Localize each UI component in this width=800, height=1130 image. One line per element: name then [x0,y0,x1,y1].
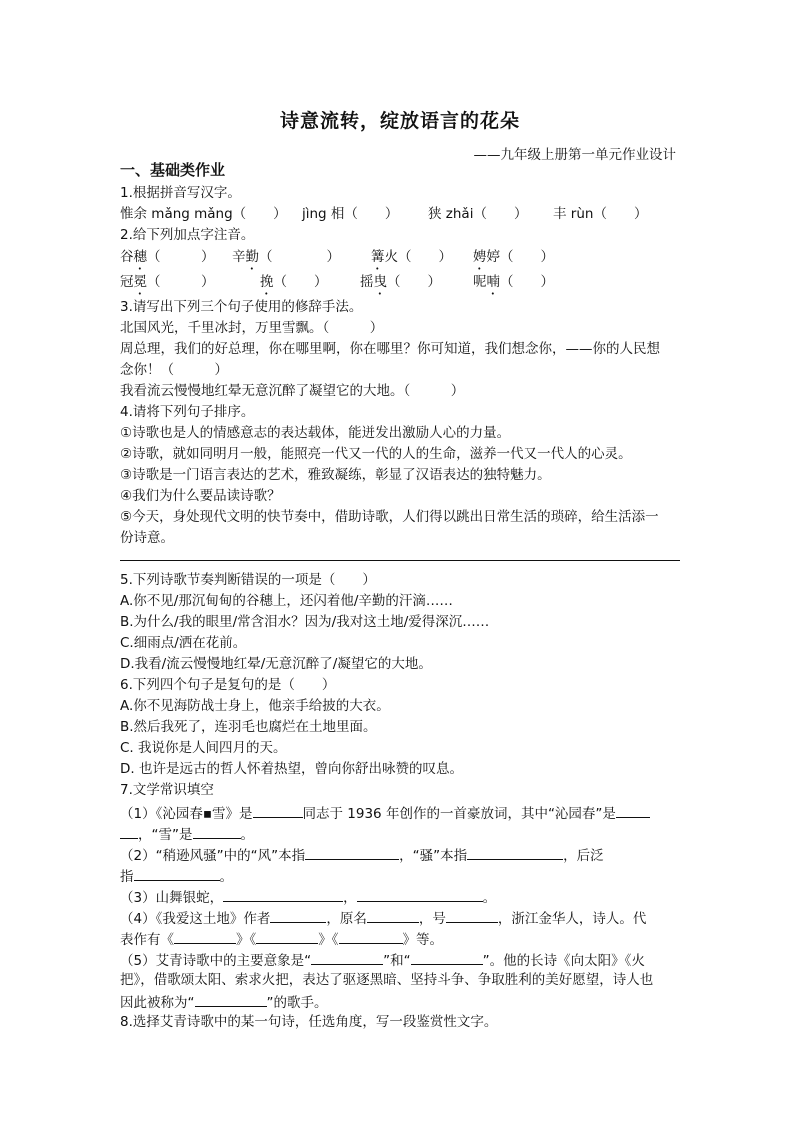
q7-text: ”。他的长诗《向太阳》《火 [482,953,645,969]
fill-blank[interactable] [174,929,236,944]
q7-item-5 [120,950,645,970]
q7-text: 因此被称为“ [120,995,195,1011]
q7-text: 同志于 1936 年创作的一首豪放词，其中“沁园春”是 [302,806,616,822]
q7-text: ，“雪”是 [138,827,193,843]
q4-stem: 4.请将下列句子排序。 [120,404,255,420]
q3-sentence-cont: 念你！（ ） [120,362,228,378]
fill-blank[interactable] [357,887,483,902]
q2-char: 冠 [120,274,134,290]
q7-text: ， [343,890,357,906]
q7-text: （3）山舞银蛇， [120,890,224,906]
q2-char: 谷 [120,249,134,265]
fill-blank[interactable] [120,824,138,839]
q5-option-b: B.为什么/我的眼里/常含泪水？因为/我对这土地/爱得深沉…… [120,614,490,630]
fill-blank[interactable] [223,887,343,902]
q1-item: 丰 rùn（ ） [553,206,648,222]
q7-item-1 [120,803,650,823]
q7-item-3 [120,887,496,907]
q2-dotted-char: 篝 [371,249,385,265]
q7-item-1-cont [120,824,254,844]
q6-option-d: D. 也许是远古的哲人怀着热望，曾向你舒出咏赞的叹息。 [120,761,463,777]
q2-dotted-char: 曳 [373,274,387,290]
q3-sentence: 北国风光，千里冰封，万里雪飘。（ ） [120,320,384,336]
q1-item: 狭 zhǎi（ ） [428,206,528,222]
q3-sentence: 周总理，我们的好总理，你在哪里啊，你在哪里？你可知道，我们想念你，——你的人民想 [120,341,660,357]
q7-text: ”的歌手。 [266,995,328,1011]
q7-text: （1）《沁园春▪雪》是 [120,806,253,822]
q2-stem: 2.给下列加点字注音。 [120,227,255,243]
page-subtitle: ——九年级上册第一单元作业设计 [473,147,676,163]
q3-sentence: 我看流云慢慢地红晕无意沉醉了凝望它的大地。（ ） [120,383,465,399]
q5-option-a: A.你不见/那沉甸甸的谷穗上，还闪着他/辛勤的汗滴…… [120,593,453,609]
q2-blank: 火（ ） [384,249,452,265]
q1-stem: 1.根据拼音写汉字。 [120,185,241,201]
q2-item [473,273,554,298]
q2-item [120,273,215,298]
q2-char: 辛 [232,249,246,265]
q2-blank: （ ） [500,274,554,290]
q6-option-b: B.然后我死了，连羽毛也腐烂在土地里面。 [120,719,377,735]
q6-option-a: A.你不见海防战士身上，他亲手给披的大衣。 [120,698,390,714]
q7-text: ，浙江金华人，诗人。代 [497,911,647,927]
q4-line: ②诗歌，就如同明月一般，能照亮一代又一代的人的生命，滋养一代又一代人的心灵。 [120,446,632,462]
q7-item-5-cont [120,992,328,1012]
q2-char: 呢 [473,274,487,290]
q2-item [371,248,452,273]
q7-item-4-cont [120,929,443,949]
fill-blank[interactable] [367,908,419,923]
q7-text: （4）《我爱这土地》作者 [120,911,271,927]
fill-blank[interactable] [195,992,267,1007]
q1-item: 惟余 mǎng mǎng（ ） [120,206,287,222]
q7-text: ，后泛 [563,848,604,864]
q7-text: ，号 [418,911,446,927]
fill-blank[interactable] [467,845,563,860]
q7-item-2-cont [120,866,233,886]
q5-option-c: C.细雨点/洒在花前。 [120,635,247,651]
q7-text: 指 [120,869,134,885]
fill-blank[interactable] [193,824,241,839]
q7-text: ，“骚”本指 [399,848,468,864]
q5-option-d: D.我看/流云慢慢地红晕/无意沉醉了/凝望它的大地。 [120,656,432,672]
q7-text: 。 [482,890,497,906]
q7-stem: 7.文学常识填空 [120,782,214,798]
q2-blank: 婷（ ） [486,249,554,265]
q2-item [120,248,215,273]
q2-item [360,273,441,298]
q1-item: jìng 相（ ） [302,206,399,222]
q7-text: （5）艾青诗歌中的主要意象是“ [120,953,312,969]
fill-blank[interactable] [446,908,498,923]
fill-blank[interactable] [616,803,650,818]
q7-item-5-cont: 把》，借歌颂太阳、索求火把，表达了驱逐黑暗、坚持斗争、争取胜利的美好愿望，诗人也 [120,972,654,988]
q2-dotted-char: 娉 [473,249,487,265]
q2-blank: （ ） [259,249,340,265]
q2-blank: （ ） [147,249,215,265]
q2-dotted-char: 勤 [245,249,259,265]
q7-text: 》《 [236,932,257,948]
q2-char: 摇 [360,274,374,290]
q7-text: 表作有《 [120,932,174,948]
q7-text: 。 [219,869,233,885]
q4-line: ①诗歌也是人的情感意志的表达载体，能迸发出激励人心的力量。 [120,425,511,441]
divider-line [120,560,680,561]
q4-line: ⑤今天，身处现代文明的快节奏中，借助诗歌，人们得以跳出日常生活的琐碎，给生活添一 [120,509,659,525]
q4-line: ③诗歌是一门语言表达的艺术，雅致凝练，彰显了汉语表达的独特魅力。 [120,467,551,483]
q2-dotted-char: 喃 [486,274,500,290]
q7-text: 》《 [318,932,339,948]
q8-stem: 8.选择艾青诗歌中的某一句诗，任选角度，写一段鉴赏性文字。 [120,1014,498,1030]
q7-text: ，原名 [326,911,367,927]
q7-text: 。 [240,827,254,843]
q4-line: ④我们为什么要品读诗歌？ [120,488,281,504]
q7-item-4 [120,908,646,928]
q4-line-cont: 份诗意。 [120,530,174,546]
q2-blank: （ ） [273,274,328,290]
fill-blank[interactable] [305,845,399,860]
q2-dotted-char: 冕 [133,274,147,290]
q2-blank: （ ） [147,274,215,290]
q7-item-2 [120,845,604,865]
fill-blank[interactable] [339,929,403,944]
fill-blank[interactable] [311,950,383,965]
q7-text: 》等。 [402,932,443,948]
q2-item [232,248,340,273]
q6-stem: 6.下列四个句子是复句的是（ ） [120,677,336,693]
q2-dotted-char: 挽 [260,274,274,290]
q2-item [260,273,328,298]
fill-blank[interactable] [411,950,483,965]
page-title: 诗意流转，绽放语言的花朵 [279,110,520,132]
fill-blank[interactable] [253,803,303,818]
fill-blank[interactable] [256,929,318,944]
q7-text: ”和“ [383,953,411,969]
q6-option-c: C. 我说你是人间四月的天。 [120,740,287,756]
fill-blank[interactable] [270,908,326,923]
q2-item [473,248,554,273]
fill-blank[interactable] [134,866,220,881]
q2-dotted-char: 穗 [133,249,147,265]
q3-stem: 3.请写出下列三个句子使用的修辞手法。 [120,299,363,315]
q2-blank: （ ） [387,274,441,290]
q5-stem: 5.下列诗歌节奏判断错误的一项是（ ） [120,572,376,588]
section-heading-basic: 一、基础类作业 [120,161,226,179]
q7-text: （2）“稍逊风骚”中的“风”本指 [120,848,306,864]
